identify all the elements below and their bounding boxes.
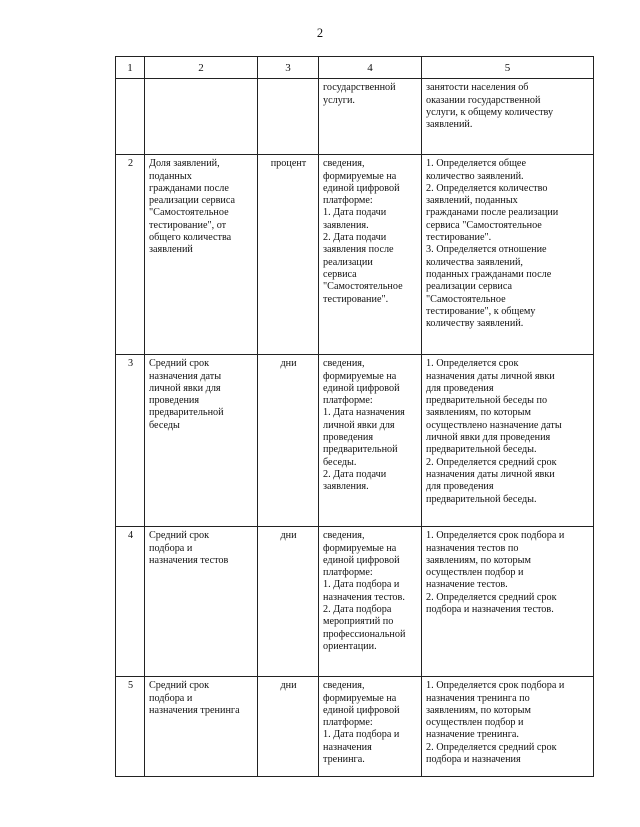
data-source-line: сведения, [323,158,365,170]
calculation-method-line: тестирование". [426,232,492,244]
data-source-line: мероприятий по [323,616,394,628]
indicator-name-cell [145,155,258,355]
calculation-method-line: назначения тренинга по [426,692,530,704]
calculation-method-line: заявлениям, по которым [426,704,531,716]
data-source-line: платформе: [323,717,373,729]
data-source-line: единой цифровой [323,382,400,394]
indicator-name-line: предварительной [149,407,224,419]
indicator-name-line: реализации сервиса [149,195,236,207]
indicator-name-line: Доля заявлений, [149,158,220,170]
indicator-name-line: назначения тестов [149,554,229,566]
page-number: 2 [316,26,324,40]
calculation-method-line: 2. Определяется средний срок [426,456,557,468]
column-header: 4 [319,57,422,79]
indicator-name-line: тестирование", от [149,219,227,231]
calculation-method-line: для проведения [426,481,494,493]
data-source-line: заявления. [323,219,369,231]
column-header: 2 [145,57,258,79]
calculation-method-line: 3. Определяется отношение [426,244,547,256]
calculation-method-line: оказании государственной [426,94,541,106]
indicator-name-line: проведения [149,395,200,407]
data-source-line: сведения, [323,680,365,692]
calculation-method-line: заявлениям, по которым [426,554,531,566]
indicator-name-cell [145,79,258,155]
data-source-line: единой цифровой [323,182,400,194]
calculation-method-line: заявлений, поданных [426,195,518,207]
row-number-cell: 4 [116,527,145,677]
calculation-method-line: предварительной беседы. [426,493,537,505]
calculation-method-line: назначение тренинга. [426,729,519,741]
calculation-method-line: 2. Определяется количество [426,182,548,194]
table-row [116,527,594,677]
calculation-method-line: осуществлен подбор и [426,567,524,579]
data-source-line: платформе: [323,567,373,579]
calculation-method-line: 1. Определяется общее [426,158,526,170]
table-row [116,155,594,355]
data-source-line: ориентации. [323,640,377,652]
row-number-cell: 5 [116,677,145,777]
calculation-method-line: назначение тестов. [426,579,508,591]
data-source-line: сервиса [323,268,357,280]
data-source-line: предварительной [323,444,398,456]
indicator-name-line: подбора и [149,692,193,704]
calculation-method-line: реализации сервиса [426,281,513,293]
data-source-line: услуги. [323,94,355,106]
data-source-line: проведения [323,432,374,444]
data-source-line: платформе: [323,395,373,407]
data-source-line: личной явки для [323,419,395,431]
table-header-row [116,57,594,79]
data-source-line: заявления после [323,244,394,256]
data-source-line: 1. Дата назначения [323,407,405,419]
calculation-method-line: назначения тестов по [426,542,519,554]
calculation-method-line: для проведения [426,382,494,394]
calculation-method-line: подбора и назначения тестов. [426,604,554,616]
calculation-method-line: назначения даты личной явки [426,370,555,382]
calculation-method-cell [422,527,594,677]
unit-cell [258,79,319,155]
calculation-method-line: предварительной беседы по [426,395,548,407]
data-source-line: беседы. [323,456,357,468]
indicator-name-cell [145,355,258,527]
column-header: 1 [116,57,145,79]
calculation-method-cell [422,355,594,527]
calculation-method-line: предварительной беседы. [426,444,537,456]
calculation-method-line: услуги, к общему количеству [426,106,554,118]
column-header: 5 [422,57,594,79]
data-source-line: формируемые на [323,170,397,182]
unit-cell: дни [258,677,319,777]
calculation-method-line: заявлениям, по которым [426,407,531,419]
calculation-method-line: 1. Определяется срок подбора и [426,680,565,692]
data-source-line: формируемые на [323,370,397,382]
column-header: 3 [258,57,319,79]
unit-cell: процент [258,155,319,355]
data-source-cell [319,527,422,677]
calculation-method-line: осуществлено назначение даты [426,419,562,431]
data-source-cell [319,79,422,155]
data-source-line: 1. Дата подачи [323,207,387,219]
calculation-method-line: заявлений. [426,119,473,131]
data-source-line: единой цифровой [323,554,400,566]
calculation-method-line: тестирование", к общему [426,305,536,317]
indicator-name-line: заявлений [149,244,193,256]
indicator-name-line: Средний срок [149,680,210,692]
row-number-cell: 2 [116,155,145,355]
data-source-line: назначения тестов. [323,591,405,603]
data-source-line: назначения [323,741,372,753]
calculation-method-line: количества заявлений, [426,256,523,268]
data-source-line: тестирование". [323,293,389,305]
data-source-line: формируемые на [323,692,397,704]
data-source-cell [319,155,422,355]
data-source-line: 2. Дата подачи [323,468,387,480]
indicator-name-line: назначения тренинга [149,704,240,716]
calculation-method-line: сервиса "Самостоятельное [426,219,542,231]
table-row [116,79,594,155]
calculation-method-line: 2. Определяется средний срок [426,591,557,603]
data-source-line: реализации [323,256,373,268]
indicator-name-line: гражданами после [149,182,229,194]
data-source-line: профессиональной [323,628,406,640]
calculation-method-line: 1. Определяется срок подбора и [426,530,565,542]
indicators-table [115,56,594,777]
calculation-method-line: осуществлен подбор и [426,717,524,729]
calculation-method-line: занятости населения об [426,82,529,94]
data-source-line: сведения, [323,530,365,542]
calculation-method-line: 1. Определяется срок [426,358,519,370]
row-number-cell [116,79,145,155]
calculation-method-line: гражданами после реализации [426,207,559,219]
data-source-line: 2. Дата подачи [323,232,387,244]
calculation-method-line: количеству заявлений. [426,318,524,330]
indicator-name-line: Средний срок [149,358,210,370]
data-source-line: "Самостоятельное [323,281,403,293]
indicator-name-cell [145,677,258,777]
unit-cell: дни [258,355,319,527]
unit-cell: дни [258,527,319,677]
data-source-cell [319,355,422,527]
data-source-line: сведения, [323,358,365,370]
table-row [116,355,594,527]
data-source-line: 1. Дата подбора и [323,729,400,741]
calculation-method-cell [422,677,594,777]
row-number-cell: 3 [116,355,145,527]
indicator-name-line: общего количества [149,232,232,244]
calculation-method-line: количество заявлений. [426,170,524,182]
calculation-method-line: подбора и назначения [426,754,521,766]
indicator-name-line: беседы [149,419,180,431]
indicator-name-line: Средний срок [149,530,210,542]
data-source-line: платформе: [323,195,373,207]
table-row [116,677,594,777]
indicator-name-line: подбора и [149,542,193,554]
data-source-line: 2. Дата подбора [323,604,392,616]
indicator-name-cell [145,527,258,677]
data-source-line: единой цифровой [323,704,400,716]
indicator-name-line: поданных [149,170,192,182]
data-source-line: 1. Дата подбора и [323,579,400,591]
calculation-method-cell [422,79,594,155]
calculation-method-cell [422,155,594,355]
data-source-line: заявления. [323,481,369,493]
data-source-line: формируемые на [323,542,397,554]
indicator-name-line: "Самостоятельное [149,207,229,219]
calculation-method-line: личной явки для проведения [426,432,551,444]
data-source-line: государственной [323,82,396,94]
data-source-cell [319,677,422,777]
calculation-method-line: 2. Определяется средний срок [426,741,557,753]
data-source-line: тренинга. [323,754,365,766]
calculation-method-line: поданных гражданами после [426,268,552,280]
calculation-method-line: "Самостоятельное [426,293,506,305]
indicator-name-line: личной явки для [149,382,221,394]
indicator-name-line: назначения даты [149,370,222,382]
calculation-method-line: назначения даты личной явки [426,468,555,480]
